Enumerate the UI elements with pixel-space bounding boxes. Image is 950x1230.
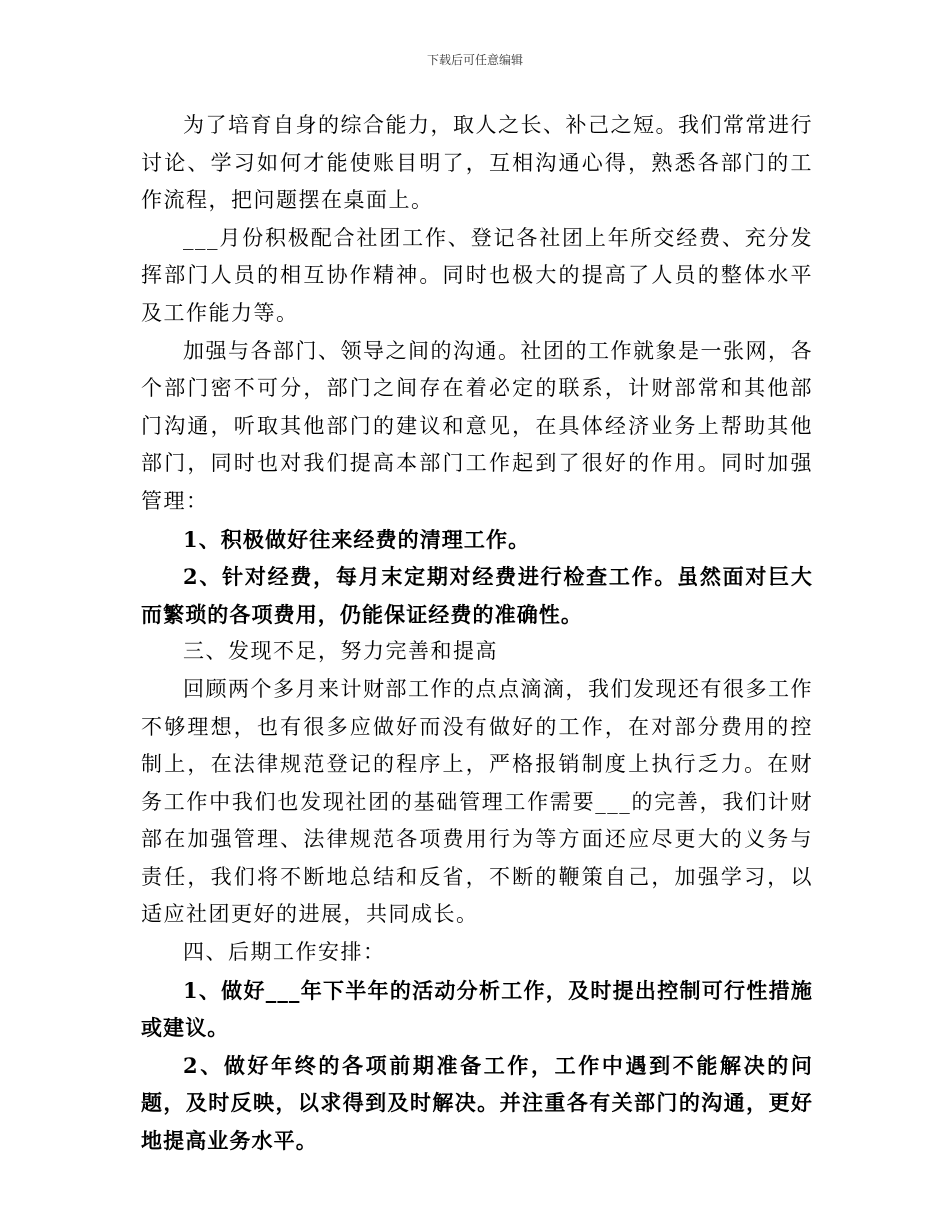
list-item-year-end-preparation: 2、做好年终的各项前期准备工作，工作中遇到不能解决的问题，及时反映，以求得到及时解决。并注重各有关部门的沟通，更好地提高业务水平。 bbox=[141, 1052, 813, 1154]
list-item-activity-analysis: 1、做好___年下半年的活动分析工作，及时提出控制可行性措施或建议。 bbox=[141, 977, 813, 1041]
paragraph-communication: 加强与各部门、领导之间的沟通。社团的工作就象是一张网，各个部门密不可分，部门之间存在着必定的联系，计财部常和其他部门沟通，听取其他部门的建议和意见，在具体经济业务上帮助其他部门，同时也对我们提高本部门工作起到了很好的作用。同时加强管理： bbox=[141, 338, 813, 513]
list-item-monthly-check: 2、针对经费，每月末定期对经费进行检查工作。虽然面对巨大而繁琐的各项费用，仍能保证经费的准确性。 bbox=[141, 564, 813, 627]
paragraph-review: 回顾两个多月来计财部工作的点点滴滴，我们发现还有很多工作不够理想，也有很多应做好而没有做好的工作，在对部分费用的控制上，在法律规范登记的程序上，严格报销制度上执行乏力。在财务工作中我们也发现社团的基础管理工作需要___的完善，我们计财部在加强管理、法律规范各项费用行为等方面还应尽更大的义务与责任，我们将不断地总结和反省，不断的鞭策自己，加强学习，以适应社团更好的进展，共同成长。 bbox=[141, 676, 813, 927]
paragraph-self-improvement: 为了培育自身的综合能力，取人之长、补己之短。我们常常进行讨论、学习如何才能使账目明了，互相沟通心得，熟悉各部门的工作流程，把问题摆在桌面上。 bbox=[141, 113, 813, 213]
paragraph-monthly-cooperation: ___月份积极配合社团工作、登记各社团上年所交经费、充分发挥部门人员的相互协作精神。同时也极大的提高了人员的整体水平及工作能力等。 bbox=[141, 225, 813, 325]
section-heading-shortcomings: 三、发现不足，努力完善和提高 bbox=[183, 639, 498, 664]
page-header: 下载后可任意编辑 bbox=[426, 53, 523, 67]
document-body bbox=[141, 107, 813, 1160]
list-item-clear-accounts: 1、积极做好往来经费的清理工作。 bbox=[183, 526, 531, 552]
section-heading-future-plans: 四、后期工作安排： bbox=[183, 940, 386, 965]
